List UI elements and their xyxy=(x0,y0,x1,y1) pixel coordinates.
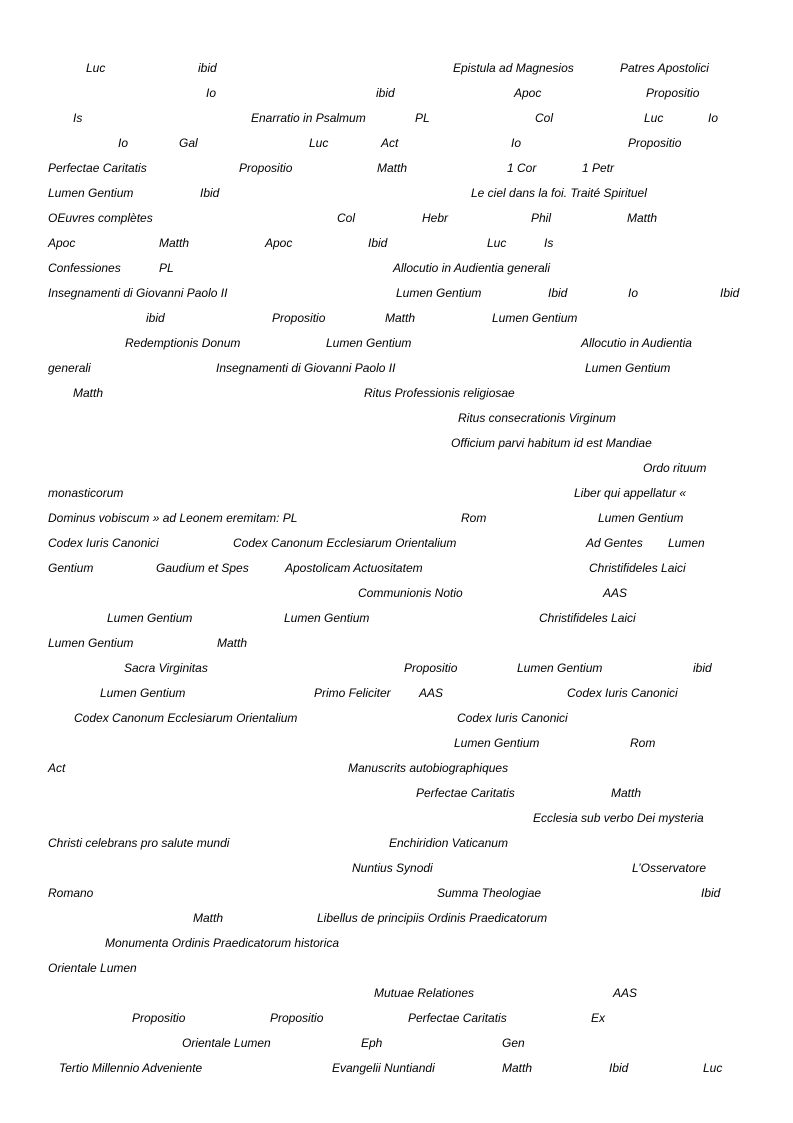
citation-perfectae-caritatis: Perfectae Caritatis xyxy=(416,786,515,800)
citation-gaudium-et-spes: Gaudium et Spes xyxy=(156,561,249,575)
citation-monumenta-ordinis-praedicatorum-historica: Monumenta Ordinis Praedicatorum historica xyxy=(105,936,340,950)
citation-1-cor: 1 Cor xyxy=(507,161,537,175)
citation-romano: Romano xyxy=(48,886,94,900)
citation-perfectae-caritatis: Perfectae Caritatis xyxy=(48,161,147,175)
citation-matth: Matth xyxy=(611,786,642,800)
citation-propositio: Propositio xyxy=(404,661,458,675)
text-line xyxy=(0,161,793,186)
citation-communionis-notio: Communionis Notio xyxy=(358,586,463,600)
citation-hebr: Hebr xyxy=(422,211,449,225)
citation-ecclesia-sub-verbo-dei-mysteria: Ecclesia sub verbo Dei mysteria xyxy=(533,811,704,825)
citation-lumen-gentium: Lumen Gentium xyxy=(585,361,671,375)
text-line xyxy=(0,461,793,486)
text-line xyxy=(0,611,793,636)
citation-lumen: Lumen xyxy=(668,536,705,550)
text-line xyxy=(0,336,793,361)
text-line xyxy=(0,961,793,986)
citation-nuntius-synodi: Nuntius Synodi xyxy=(352,861,433,875)
citation-luc: Luc xyxy=(86,61,106,75)
text-line xyxy=(0,636,793,661)
citation-io: Io xyxy=(708,111,719,125)
citation-ibid: Ibid xyxy=(701,886,721,900)
citation-enchiridion-vaticanum: Enchiridion Vaticanum xyxy=(389,836,508,850)
citation-lumen-gentium: Lumen Gentium xyxy=(48,186,134,200)
citation-luc: Luc xyxy=(644,111,664,125)
text-line xyxy=(0,661,793,686)
text-line xyxy=(0,1011,793,1036)
citation-apoc: Apoc xyxy=(48,236,76,250)
text-line xyxy=(0,286,793,311)
text-line xyxy=(0,836,793,861)
citation-liber-qui-appellatur: Liber qui appellatur « xyxy=(574,486,687,500)
citation-ibid: Ibid xyxy=(548,286,568,300)
citation-perfectae-caritatis: Perfectae Caritatis xyxy=(408,1011,507,1025)
citation-ad-gentes: Ad Gentes xyxy=(586,536,643,550)
text-line xyxy=(0,361,793,386)
citation-officium-parvi-habitum-id-est-mandiae: Officium parvi habitum id est Mandiae xyxy=(451,436,652,450)
citation-christi-celebrans-pro-salute-mundi: Christi celebrans pro salute mundi xyxy=(48,836,230,850)
citation-summa-theologiae: Summa Theologiae xyxy=(437,886,542,900)
citation-is: Is xyxy=(544,236,554,250)
citation-lumen-gentium: Lumen Gentium xyxy=(492,311,578,325)
text-line xyxy=(0,61,793,86)
text-line xyxy=(0,436,793,461)
text-line xyxy=(0,886,793,911)
citation-propositio: Propositio xyxy=(646,86,700,100)
citation-ex: Ex xyxy=(591,1011,606,1025)
citation-luc: Luc xyxy=(703,1061,723,1075)
citation-patres-apostolici: Patres Apostolici xyxy=(620,61,709,75)
text-line xyxy=(0,686,793,711)
citation-christifideles-laici: Christifideles Laici xyxy=(539,611,636,625)
citation-sacra-virginitas: Sacra Virginitas xyxy=(124,661,208,675)
citation-lumen-gentium: Lumen Gentium xyxy=(100,686,186,700)
citation-aas: AAS xyxy=(613,986,638,1000)
citation-ibid: ibid xyxy=(693,661,712,675)
text-line xyxy=(0,86,793,111)
text-line xyxy=(0,411,793,436)
citation-io: Io xyxy=(118,136,129,150)
citation-allocutio-in-audientia-generali: Allocutio in Audientia generali xyxy=(393,261,550,275)
citation-apostolicam-actuositatem: Apostolicam Actuositatem xyxy=(285,561,423,575)
citation-redemptionis-donum: Redemptionis Donum xyxy=(125,336,241,350)
citation-col: Col xyxy=(337,211,356,225)
citation-codex-canonum-ecclesiarum-orientalium: Codex Canonum Ecclesiarum Orientalium xyxy=(74,711,298,725)
citation-luc: Luc xyxy=(487,236,507,250)
text-line xyxy=(0,786,793,811)
citation-1-petr: 1 Petr xyxy=(582,161,615,175)
text-line xyxy=(0,761,793,786)
text-line xyxy=(0,486,793,511)
citation-insegnamenti-di-giovanni-paolo-ii: Insegnamenti di Giovanni Paolo II xyxy=(216,361,396,375)
citation-codex-iuris-canonici: Codex Iuris Canonici xyxy=(457,711,568,725)
text-line xyxy=(0,736,793,761)
citation-act: Act xyxy=(48,761,66,775)
text-line xyxy=(0,236,793,261)
citation-col: Col xyxy=(535,111,554,125)
text-line xyxy=(0,586,793,611)
citation-matth: Matth xyxy=(377,161,408,175)
citation-lumen-gentium: Lumen Gentium xyxy=(517,661,603,675)
citation-ibid: ibid xyxy=(146,311,165,325)
citation-l-osservatore: L’Osservatore xyxy=(632,861,707,875)
citation-dominus-vobiscum-ad-leonem-eremitam-pl: Dominus vobiscum » ad Leonem eremitam: PL xyxy=(48,511,298,525)
citation-apoc: Apoc xyxy=(514,86,542,100)
citation-lumen-gentium: Lumen Gentium xyxy=(326,336,412,350)
citation-orientale-lumen: Orientale Lumen xyxy=(48,961,137,975)
citation-codex-iuris-canonici: Codex Iuris Canonici xyxy=(48,536,159,550)
citation-libellus-de-principiis-ordinis-praedicatorum: Libellus de principiis Ordinis Praedicatorum xyxy=(317,911,548,925)
citation-primo-feliciter: Primo Feliciter xyxy=(314,686,391,700)
citation-propositio: Propositio xyxy=(239,161,293,175)
text-line xyxy=(0,536,793,561)
citation-act: Act xyxy=(381,136,399,150)
citation-insegnamenti-di-giovanni-paolo-ii: Insegnamenti di Giovanni Paolo II xyxy=(48,286,228,300)
citation-matth: Matth xyxy=(385,311,416,325)
citation-gentium: Gentium xyxy=(48,561,94,575)
text-line xyxy=(0,561,793,586)
text-line xyxy=(0,136,793,161)
citation-matth: Matth xyxy=(627,211,658,225)
text-line xyxy=(0,1061,793,1086)
citation-eph: Eph xyxy=(361,1036,383,1050)
citation-rom: Rom xyxy=(630,736,656,750)
text-line xyxy=(0,861,793,886)
citation-confessiones: Confessiones xyxy=(48,261,121,275)
citation-propositio: Propositio xyxy=(272,311,326,325)
citation-is: Is xyxy=(73,111,83,125)
citation-christifideles-laici: Christifideles Laici xyxy=(589,561,686,575)
citation-ibid: ibid xyxy=(198,61,217,75)
citation-phil: Phil xyxy=(531,211,552,225)
citation-luc: Luc xyxy=(309,136,329,150)
citation-lumen-gentium: Lumen Gentium xyxy=(107,611,193,625)
citation-propositio: Propositio xyxy=(132,1011,186,1025)
citation-io: Io xyxy=(511,136,522,150)
citation-matth: Matth xyxy=(217,636,248,650)
citation-ibid: Ibid xyxy=(720,286,740,300)
text-line xyxy=(0,111,793,136)
citation-ibid: Ibid xyxy=(609,1061,629,1075)
citation-ritus-professionis-religiosae: Ritus Professionis religiosae xyxy=(364,386,515,400)
citation-matth: Matth xyxy=(502,1061,533,1075)
text-line xyxy=(0,211,793,236)
citation-oeuvres-completes: OEuvres complètes xyxy=(48,211,153,225)
citation-matth: Matth xyxy=(73,386,104,400)
citation-ritus-consecrationis-virginum: Ritus consecrationis Virginum xyxy=(458,411,616,425)
citation-matth: Matth xyxy=(193,911,224,925)
text-line xyxy=(0,386,793,411)
citation-gal: Gal xyxy=(179,136,198,150)
citation-apoc: Apoc xyxy=(265,236,293,250)
citation-lumen-gentium: Lumen Gentium xyxy=(454,736,540,750)
text-line xyxy=(0,1036,793,1061)
citation-lumen-gentium: Lumen Gentium xyxy=(48,636,134,650)
citation-aas: AAS xyxy=(419,686,444,700)
text-line xyxy=(0,911,793,936)
citation-propositio: Propositio xyxy=(270,1011,324,1025)
citation-le-ciel-dans-la-foi-traite-spirituel: Le ciel dans la foi. Traité Spirituel xyxy=(471,186,647,200)
citation-io: Io xyxy=(206,86,217,100)
citation-pl: PL xyxy=(159,261,174,275)
citation-gen: Gen xyxy=(502,1036,525,1050)
citation-codex-iuris-canonici: Codex Iuris Canonici xyxy=(567,686,678,700)
text-line xyxy=(0,261,793,286)
citation-ibid: Ibid xyxy=(200,186,220,200)
citation-monasticorum: monasticorum xyxy=(48,486,124,500)
text-line xyxy=(0,986,793,1011)
text-line xyxy=(0,186,793,211)
text-line xyxy=(0,311,793,336)
citation-tertio-millennio-adveniente: Tertio Millennio Adveniente xyxy=(59,1061,203,1075)
citation-mutuae-relationes: Mutuae Relationes xyxy=(374,986,475,1000)
citation-epistula-ad-magnesios: Epistula ad Magnesios xyxy=(453,61,574,75)
citation-rom: Rom xyxy=(461,511,487,525)
citation-io: Io xyxy=(628,286,639,300)
text-line xyxy=(0,511,793,536)
citation-lumen-gentium: Lumen Gentium xyxy=(396,286,482,300)
citation-codex-canonum-ecclesiarum-orientalium: Codex Canonum Ecclesiarum Orientalium xyxy=(233,536,457,550)
citation-generali: generali xyxy=(48,361,91,375)
citation-allocutio-in-audientia: Allocutio in Audientia xyxy=(581,336,692,350)
citation-propositio: Propositio xyxy=(628,136,682,150)
citation-lumen-gentium: Lumen Gentium xyxy=(598,511,684,525)
citation-aas: AAS xyxy=(603,586,628,600)
citation-ordo-rituum: Ordo rituum xyxy=(643,461,707,475)
citation-evangelii-nuntiandi: Evangelii Nuntiandi xyxy=(332,1061,435,1075)
citation-enarratio-in-psalmum: Enarratio in Psalmum xyxy=(251,111,366,125)
text-line xyxy=(0,811,793,836)
citation-manuscrits-autobiographiques: Manuscrits autobiographiques xyxy=(348,761,509,775)
citation-matth: Matth xyxy=(159,236,190,250)
citation-pl: PL xyxy=(415,111,430,125)
citation-lumen-gentium: Lumen Gentium xyxy=(284,611,370,625)
text-line xyxy=(0,711,793,736)
text-line xyxy=(0,936,793,961)
citation-ibid: ibid xyxy=(376,86,395,100)
citation-orientale-lumen: Orientale Lumen xyxy=(182,1036,271,1050)
citation-ibid: Ibid xyxy=(368,236,388,250)
